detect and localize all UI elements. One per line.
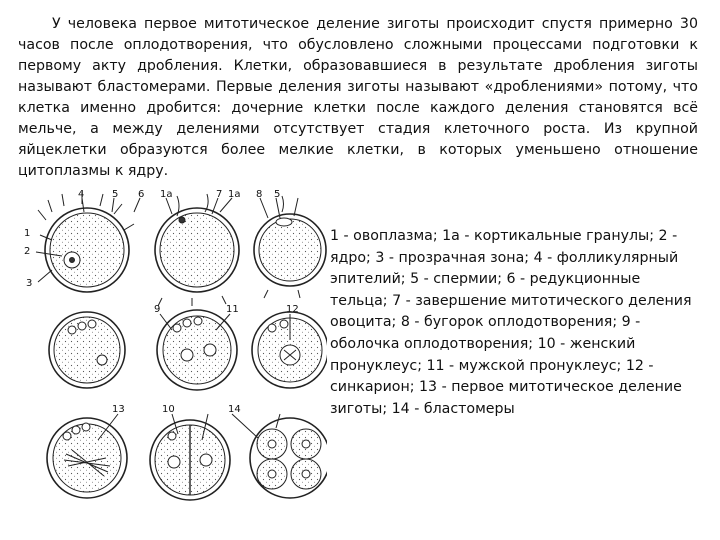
- cell-two-blastomeres: [150, 420, 230, 500]
- label-9: 9: [154, 304, 161, 315]
- label-1a: 1а: [160, 190, 173, 200]
- label-10: 10: [162, 404, 175, 415]
- label-5-second: 5: [274, 190, 281, 200]
- cell-first-division: [47, 418, 127, 498]
- label-5: 5: [112, 190, 119, 200]
- cell-sperm-penetration: [155, 194, 239, 306]
- cell-pronucleus-female: [49, 312, 125, 388]
- label-4: 4: [78, 190, 85, 200]
- label-6: 6: [138, 190, 145, 200]
- label-1: 1: [24, 228, 31, 239]
- cell-oocyte: [38, 192, 134, 292]
- label-13: 13: [112, 404, 125, 415]
- main-paragraph: У человека первое митотическое деление зиготы происходит спустя примерно 30 часов после оплодотворения, что обусловлено сложными процессами подготовки к первому акту дробления. Клетки, образовавшиеся в результате дробления зиготы называют бластомерами. Первые деления зиготы называют «дроблениями» потому, что клетка именно дробится: дочерние клетки после каждого деления становятся всё мельче, а между делениями отсутствует стадия клеточного роста. Из крупной яйцеклетки образуются более мелкие клетки, в которых уменьшено отношение цитоплазмы к ядру.: [18, 16, 698, 179]
- label-14: 14: [228, 404, 241, 415]
- label-7: 7: [216, 190, 223, 200]
- label-12: 12: [286, 304, 299, 315]
- cell-fertilization-membrane: [157, 310, 237, 390]
- label-1a-second: 1а: [228, 190, 241, 200]
- label-2: 2: [24, 246, 31, 257]
- figure-legend: 1 - овоплазма; 1а - кортикальные гранулы; 2 - ядро; 3 - прозрачная зона; 4 - фолликулярный эпителий; 5 - спермии; 6 - редукционные тельца; 7 - завершение митотического деления овоцита; 8 - бугорок оплодотворения; 9 - оболочка оплодотворения; 10 - женский пронуклеус; 11 - мужской пронуклеус; 12 - синкарион; 13 - первое митотическое деление зиготы; 14 - бластомеры: [330, 228, 692, 417]
- cell-four-blastomeres: [250, 418, 327, 498]
- label-3: 3: [26, 278, 33, 289]
- embryo-development-figure: [22, 190, 327, 525]
- label-8: 8: [256, 190, 263, 200]
- label-11: 11: [226, 304, 239, 315]
